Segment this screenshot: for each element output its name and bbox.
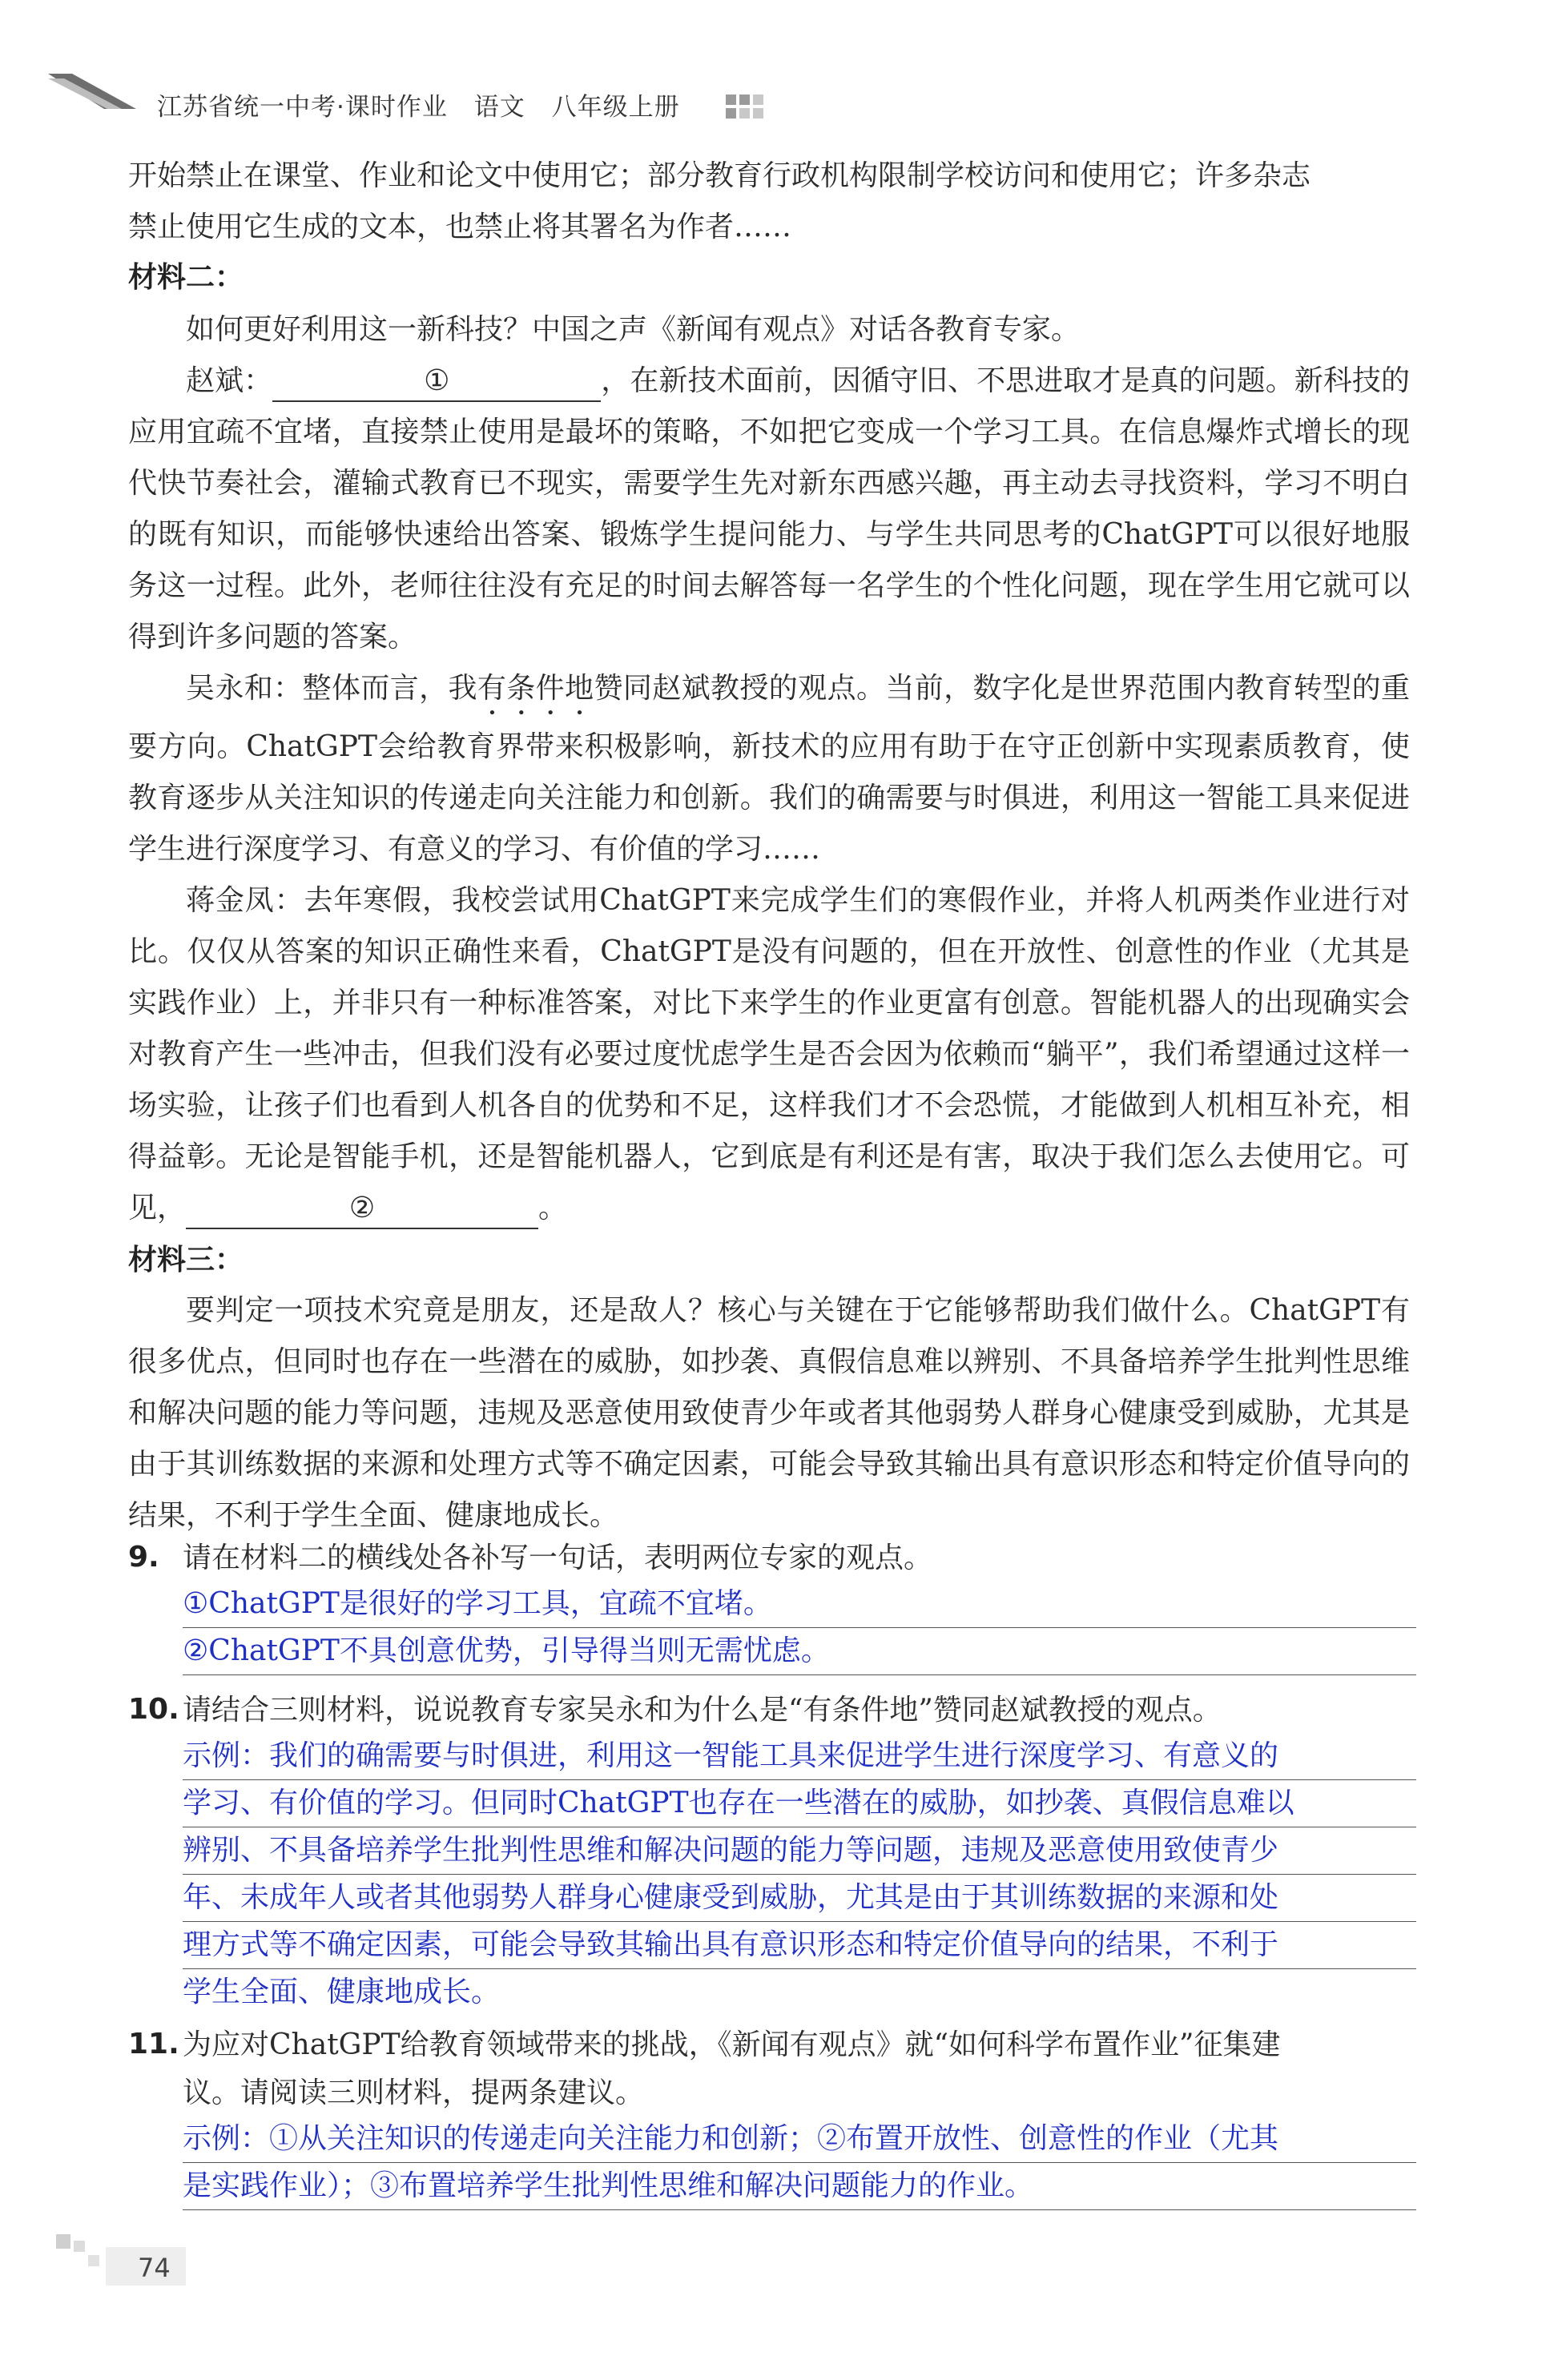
material3-label: 材料三： xyxy=(128,1244,244,1276)
answer-line: 是实践作业）；③布置培养学生批判性思维和解决问题能力的作业。 xyxy=(183,2163,1416,2210)
header-book: 江苏省统一中考·课时作业 xyxy=(157,93,448,122)
answer-line: 学生全面、健康地成长。 xyxy=(183,1976,501,2008)
question-11-line-2: 议。请阅读三则材料，提两条建议。 xyxy=(183,2076,645,2109)
question-10-number: 10. xyxy=(128,1693,179,1726)
answer-line: 辨别、不具备培养学生批判性思维和解决问题的能力等问题，违规及恶意使用致使青少 xyxy=(183,1827,1416,1875)
header-decoration-icon xyxy=(48,74,140,114)
footer-decoration-icon xyxy=(88,2255,99,2266)
header-grid-icon xyxy=(726,94,766,123)
jiang-end: 。 xyxy=(538,1192,568,1224)
zhaobin-text: ，在新技术面前，因循守旧、不思进取才是真的问题。新科技的应用宜疏不宜堵，直接禁止使用是最坏的策略，不如把它变成一个学习工具。在信息爆炸式增长的现代快节奏社会，灌输式教育已不现实，需要学生先对新东西感兴趣，再主动去寻找资料，学习不明白的既有知识，而能够快速给出答案、锻炼学生提问能力、与学生共同思考的ChatGPT可以很好地服务这一过程。此外，老师往往没有充足的时间去解答每一名学生的个性化问题，现在学生用它就可以得到许多问题的答案。 xyxy=(128,364,1410,653)
zhaobin-name: 赵斌： xyxy=(186,364,273,397)
wu-paragraph xyxy=(128,663,1410,875)
question-9-answer xyxy=(183,1581,1416,1675)
material2-lead: 如何更好利用这一新科技？中国之声《新闻有观点》对话各教育专家。 xyxy=(186,313,1081,346)
answer-line: 年、未成年人或者其他弱势人群身心健康受到威胁，尤其是由于其训练数据的来源和处 xyxy=(183,1875,1416,1922)
footer-decoration-icon xyxy=(74,2241,85,2252)
question-11-answer xyxy=(183,2116,1416,2210)
intro-line-1: 开始禁止在课堂、作业和论文中使用它；部分教育行政机构限制学校访问和使用它；许多杂志 xyxy=(128,159,1311,192)
answer-blank-2: ② xyxy=(186,1189,538,1229)
zhaobin-paragraph xyxy=(128,356,1410,663)
header-grade: 八年级上册 xyxy=(551,93,680,122)
answer-line: ②ChatGPT不具创意优势，引导得当则无需忧虑。 xyxy=(183,1628,1416,1675)
wu-text-pre: 吴永和：整体而言，我 xyxy=(186,672,477,705)
answer-line: 示例：我们的确需要与时俱进，利用这一智能工具来促进学生进行深度学习、有意义的 xyxy=(183,1733,1416,1780)
question-11-line-1: 为应对ChatGPT给教育领域带来的挑战，《新闻有观点》就“如何科学布置作业”征集建 xyxy=(183,2028,1281,2061)
answer-line: 理方式等不确定因素，可能会导致其输出具有意识形态和特定价值导向的结果，不利于 xyxy=(183,1922,1416,1969)
material2-label: 材料二： xyxy=(128,261,244,294)
question-11-text xyxy=(183,2021,1408,2117)
material3-text: 要判定一项技术究竟是朋友，还是敌人？核心与关键在于它能够帮助我们做什么。ChatGPT有很多优点，但同时也存在一些潜在的威胁，如抄袭、真假信息难以辨别、不具备培养学生批判性思维和解决问题的能力等问题，违规及恶意使用致使青少年或者其他弱势人群身心健康受到威胁，尤其是由于其训练数据的来源和处理方式等不确定因素，可能会导致其输出具有意识形态和特定价值导向的结果，不利于学生全面、健康地成长。 xyxy=(128,1294,1410,1532)
jiang-paragraph xyxy=(128,875,1410,1234)
header-subject: 语文 xyxy=(473,93,525,122)
question-9-text: 请在材料二的横线处各补写一句话，表明两位专家的观点。 xyxy=(183,1542,933,1574)
jiang-text: 蒋金凤：去年寒假，我校尝试用ChatGPT来完成学生们的寒假作业，并将人机两类作业进行对比。仅仅从答案的知识正确性来看，ChatGPT是没有问题的，但在开放性、创意性的作业（尤其是实践作业）上，并非只有一种标准答案，对比下来学生的作业更富有创意。智能机器人的出现确实会对教育产生一些冲击，但我们没有必要过度忧虑学生是否会因为依赖而“躺平”，我们希望通过这样一场实验，让孩子们也看到人机各自的优势和不足，这样我们才不会恐慌，才能做到人机相互补充，相得益彰。无论是智能手机，还是智能机器人，它到底是有利还是有害，取决于我们怎么去使用它。可见， xyxy=(128,884,1410,1224)
emphasis-condition: 有条件地 xyxy=(477,672,594,705)
answer-line: 学习、有价值的学习。但同时ChatGPT也存在一些潜在的威胁，如抄袭、真假信息难以 xyxy=(183,1780,1416,1827)
question-10-answer xyxy=(183,1733,1416,2016)
wu-text-post: 赞同赵斌教授的观点。当前，数字化是世界范围内教育转型的重要方向。ChatGPT会给教育界带来积极影响，新技术的应用有助于在守正创新中实现素质教育，使教育逐步从关注知识的传递走向关注能力和创新。我们的确需要与时俱进，利用这一智能工具来促进学生进行深度学习、有意义的学习、有价值的学习…… xyxy=(128,672,1410,866)
answer-line: ①ChatGPT是很好的学习工具，宜疏不宜堵。 xyxy=(183,1581,1416,1628)
question-11-number: 11. xyxy=(128,2028,179,2060)
answer-line: 示例：①从关注知识的传递走向关注能力和创新；②布置开放性、创意性的作业（尤其 xyxy=(183,2116,1416,2163)
intro-line-2: 禁止使用它生成的文本，也禁止将其署名为作者…… xyxy=(128,211,792,243)
intro-paragraph xyxy=(128,151,1410,253)
footer-decoration-icon xyxy=(56,2234,70,2249)
material2-body xyxy=(128,304,1410,1234)
material3-body xyxy=(128,1285,1410,1542)
question-10-text: 请结合三则材料，说说教育专家吴永和为什么是“有条件地”赞同赵斌教授的观点。 xyxy=(183,1694,1222,1727)
question-9-number: 9. xyxy=(128,1541,159,1574)
running-header xyxy=(157,86,698,123)
page-number: 74 xyxy=(138,2253,171,2283)
answer-blank-1: ① xyxy=(272,362,601,402)
